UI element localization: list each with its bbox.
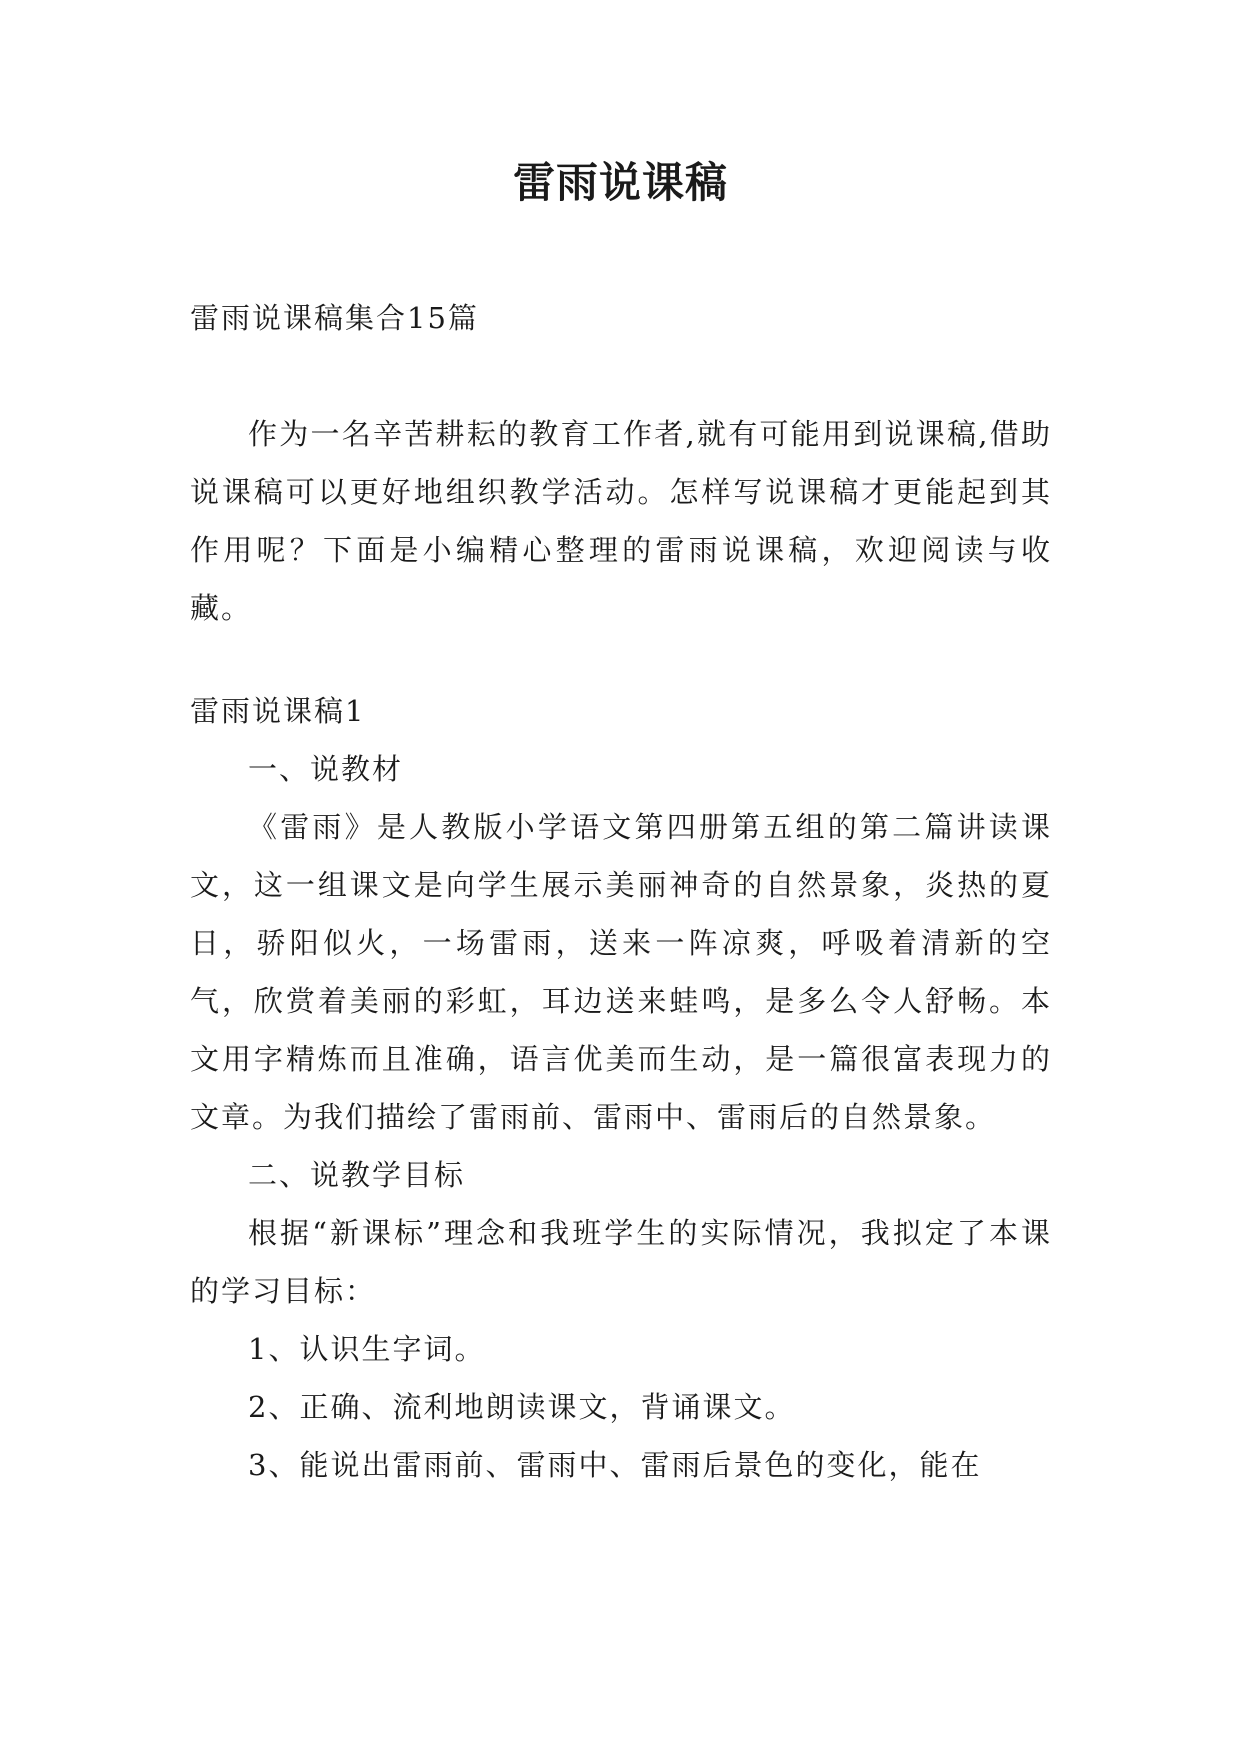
teaching-goals-paragraph: 根据“新课标”理念和我班学生的实际情况，我拟定了本课的学习目标： [190, 1216, 1052, 1308]
teaching-material-paragraph: 《雷雨》是人教版小学语文第四册第五组的第二篇讲读课文，这一组课文是向学生展示美丽神奇的自然景象，炎热的夏日，骄阳似火，一场雷雨，送来一阵凉爽，呼吸着清新的空气，欣赏着美丽的彩虹，耳边送来蛙鸣，是多么令人舒畅。本文用字精炼而且准确，语言优美而生动，是一篇很富表现力的文章。为我们描绘了雷雨前、雷雨中、雷雨后的自然景象。 [190, 810, 1052, 1134]
part-heading-teaching-goals: 二、说教学目标 [248, 1158, 466, 1192]
document-title: 雷雨说课稿 [512, 158, 728, 207]
goal-item: 2、正确、流利地朗读课文，背诵课文。 [248, 1390, 796, 1424]
goal-item: 1、认识生字词。 [248, 1332, 486, 1366]
document-body [190, 289, 1052, 1494]
part-heading-teaching-material: 一、说教材 [248, 752, 404, 786]
section-heading: 雷雨说课稿1 [190, 694, 366, 728]
goal-item: 3、能说出雷雨前、雷雨中、雷雨后景色的变化，能在 [248, 1448, 982, 1482]
collection-subtitle: 雷雨说课稿集合15篇 [190, 301, 479, 335]
intro-paragraph: 作为一名辛苦耕耘的教育工作者,就有可能用到说课稿,借助说课稿可以更好地组织教学活动。怎样写说课稿才更能起到其作用呢？下面是小编精心整理的雷雨说课稿，欢迎阅读与收藏。 [190, 417, 1052, 625]
